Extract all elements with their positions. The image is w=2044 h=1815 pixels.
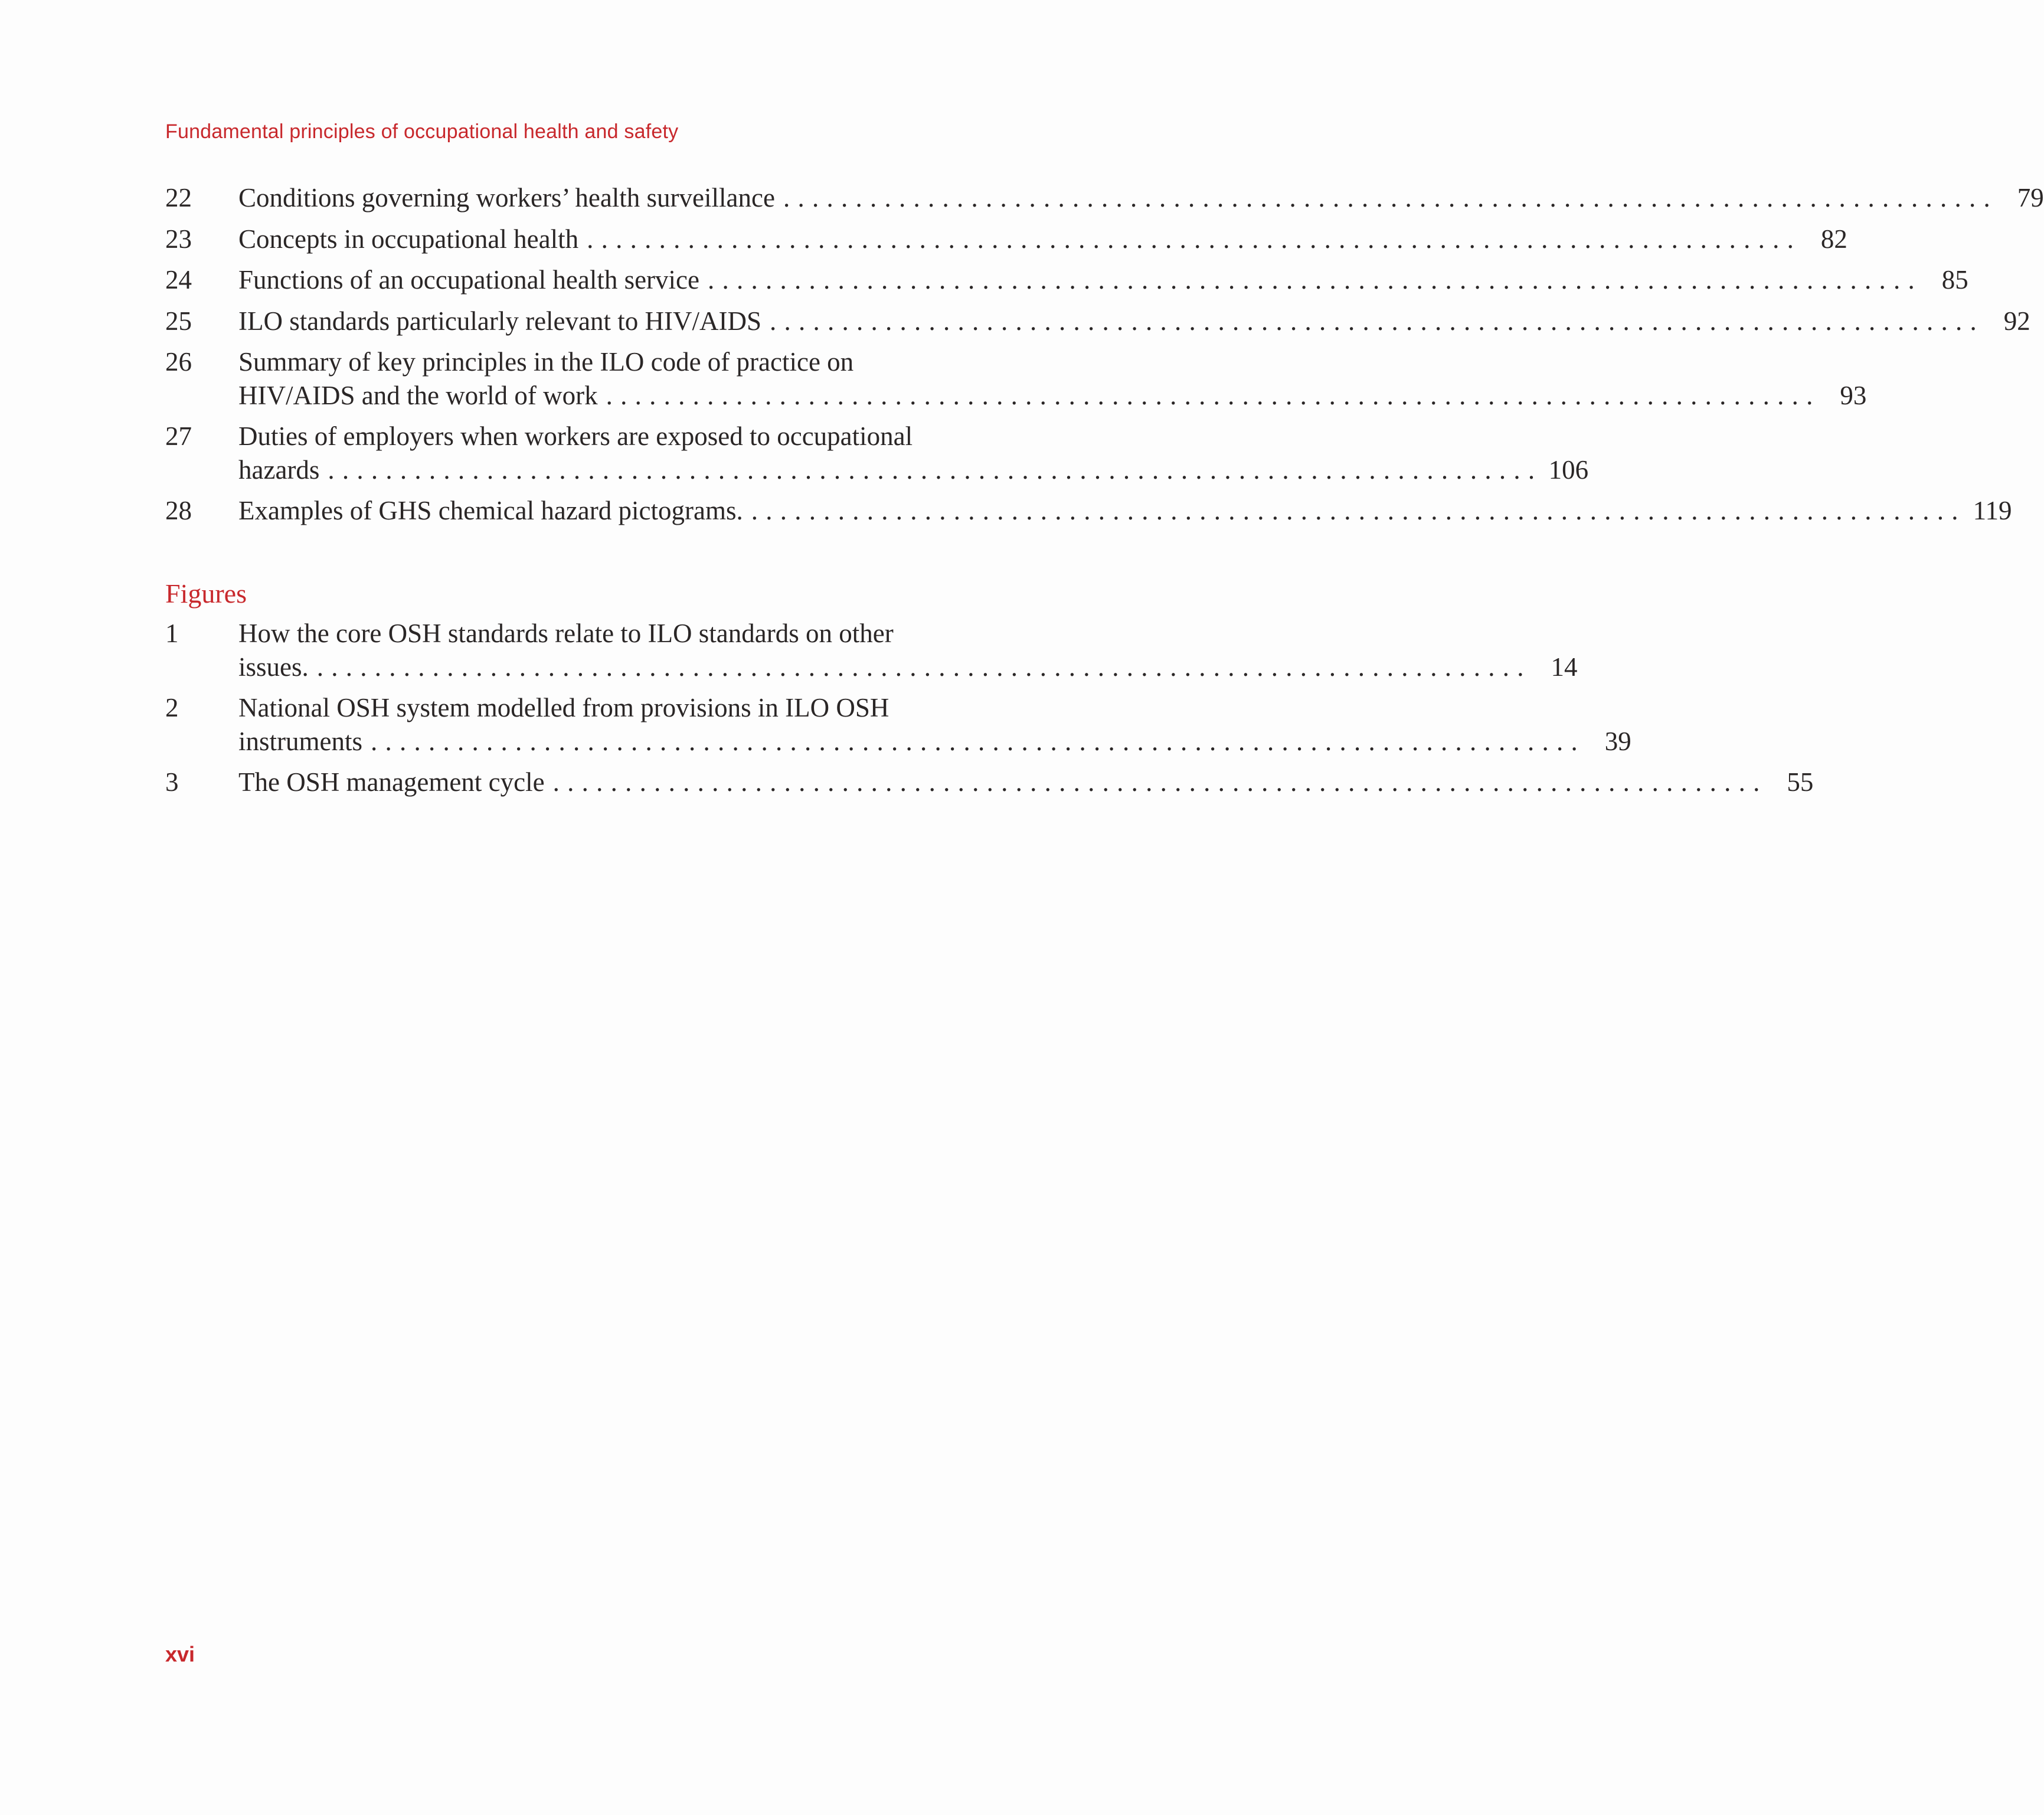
entry-title-continued: hazards <box>238 454 320 485</box>
entry-title-row <box>238 766 1760 799</box>
entry-title-continued: issues. <box>238 652 309 682</box>
entry-title-row <box>238 305 1977 338</box>
entry-page-number: 79 <box>2017 183 2044 212</box>
toc-figures-list <box>165 575 1814 807</box>
entry-title-row <box>238 725 1578 758</box>
entry-number: 23 <box>165 224 192 254</box>
entry-title-continued: HIV/AIDS and the world of work <box>238 380 598 410</box>
entry-number: 1 <box>165 619 179 648</box>
dot-leader <box>770 305 1977 338</box>
entry-page-number: 55 <box>1787 767 1814 797</box>
toc-tables-list <box>165 181 2044 535</box>
entry-title: Duties of employers when workers are exposed to occupational <box>238 421 913 451</box>
dot-leader <box>553 766 1761 799</box>
entry-page-number: 14 <box>1551 652 1578 682</box>
entry-number: 3 <box>165 767 179 797</box>
entry-title-row <box>238 223 1794 256</box>
entry-page-number: 106 <box>1548 454 1589 485</box>
toc-entry[interactable] <box>165 766 1814 799</box>
entry-number: 28 <box>165 496 192 525</box>
entry-title-row <box>238 453 1535 487</box>
entry-page-number: 82 <box>1820 224 1847 254</box>
entry-page-number: 93 <box>1840 380 1867 410</box>
entry-title: How the core OSH standards relate to ILO standards on other <box>238 619 894 648</box>
entry-title: National OSH system modelled from provisions in ILO OSH <box>238 693 889 722</box>
entry-page-number: 92 <box>2003 306 2030 336</box>
toc-entry[interactable] <box>165 494 2012 528</box>
section-heading-figures: Figures <box>165 578 247 609</box>
entry-title: Summary of key principles in the ILO code of practice on <box>238 347 854 377</box>
entry-title-continued: instruments <box>238 726 362 756</box>
dot-leader <box>317 650 1525 684</box>
toc-entry[interactable] <box>165 223 1847 256</box>
entry-page-number: 39 <box>1604 726 1631 756</box>
dot-leader <box>371 725 1578 758</box>
entry-title-row <box>238 650 1525 684</box>
entry-title-row <box>238 379 1813 413</box>
dot-leader <box>328 453 1535 487</box>
toc-entry[interactable] <box>165 263 1968 297</box>
dot-leader <box>783 181 1991 215</box>
toc-entry[interactable] <box>165 691 1631 758</box>
entry-title-row <box>238 494 1958 528</box>
toc-entry[interactable] <box>165 617 1578 684</box>
entry-number: 22 <box>165 183 192 212</box>
entry-title-row <box>238 181 1991 215</box>
toc-entry[interactable] <box>165 181 2044 215</box>
dot-leader <box>751 494 1959 528</box>
running-head: Fundamental principles of occupational health and safety <box>165 120 679 143</box>
entry-title: Concepts in occupational health <box>238 224 579 254</box>
entry-number: 26 <box>165 347 192 377</box>
entry-number: 25 <box>165 306 192 336</box>
page-folio: xvi <box>165 1642 195 1666</box>
dot-leader <box>708 263 1915 297</box>
entry-title: ILO standards particularly relevant to HIV/AIDS <box>238 306 761 336</box>
entry-title: The OSH management cycle <box>238 767 545 797</box>
entry-page-number: 85 <box>1941 265 1968 295</box>
entry-number: 2 <box>165 693 179 722</box>
entry-title: Conditions governing workers’ health surveillance <box>238 183 775 212</box>
entry-title: Functions of an occupational health service <box>238 265 699 295</box>
entry-title: Examples of GHS chemical hazard pictograms. <box>238 496 743 525</box>
entry-title-row <box>238 263 1915 297</box>
toc-entry[interactable] <box>165 345 1867 412</box>
toc-entry[interactable] <box>165 420 1589 486</box>
dot-leader <box>606 379 1814 413</box>
entry-number: 24 <box>165 265 192 295</box>
entry-page-number: 119 <box>1973 496 2012 525</box>
dot-leader <box>587 223 1794 256</box>
toc-entry[interactable] <box>165 305 2030 338</box>
entry-number: 27 <box>165 421 192 451</box>
